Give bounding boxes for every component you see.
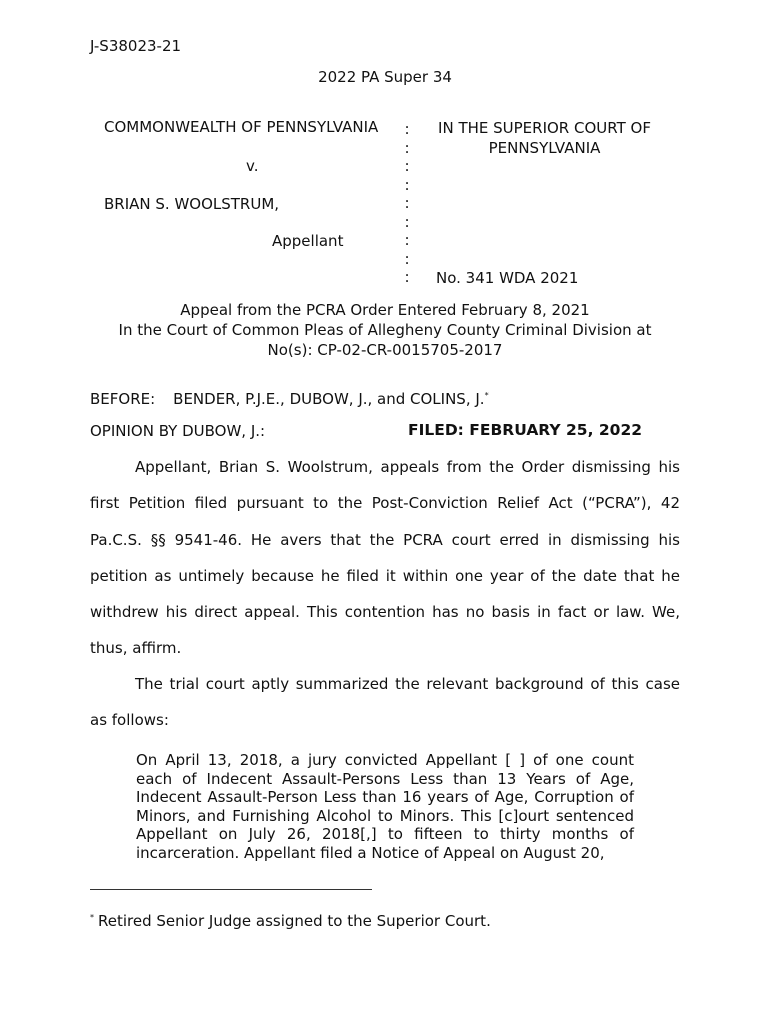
footnote — [90, 912, 491, 930]
opinion-paragraph-2 — [90, 666, 680, 739]
versus-label: v. — [246, 157, 259, 175]
plaintiff-name: COMMONWEALTH OF PENNSYLVANIA — [104, 118, 379, 136]
panel-judges: BENDER, P.J.E., DUBOW, J., and COLINS, J. — [173, 390, 485, 408]
appeal-description — [0, 300, 770, 360]
appeal-line-3: No(s): CP-02-CR-0015705-2017 — [267, 341, 503, 359]
court-name-line-1: IN THE SUPERIOR COURT OF — [438, 119, 651, 137]
appeal-line-1: Appeal from the PCRA Order Entered February 8, 2021 — [180, 301, 590, 319]
appeal-line-2: In the Court of Common Pleas of Allegheny County Criminal Division at — [118, 321, 652, 339]
docket-code: J-S38023-21 — [90, 37, 182, 55]
panel-line — [90, 390, 489, 408]
before-label: BEFORE: — [90, 390, 156, 408]
opinion-paragraph-1 — [90, 449, 680, 667]
paragraph-2-text: The trial court aptly summarized the relevant background of this case as follows: — [90, 675, 680, 730]
appellant-label: Appellant — [272, 232, 344, 250]
footnote-text: Retired Senior Judge assigned to the Superior Court. — [98, 912, 491, 930]
paragraph-1-text: Appellant, Brian S. Woolstrum, appeals from the Order dismissing his first Petition filed pursuant to the Post-Conviction Relief Act (“PCRA”), 42 Pa.C.S. §§ 9541-46. He avers that the PCRA court erred in dismissing his petition as untimely because he filed it within one year of the date that he withdrew his direct appeal. This contention has no basis in fact or law. We, thus, affirm. — [90, 458, 680, 658]
caption-colon-divider: : : : : : : : : : — [404, 120, 410, 286]
footnote-marker[interactable]: * — [484, 391, 489, 400]
court-name — [412, 118, 677, 158]
footnote-marker-label: * — [90, 913, 94, 922]
court-name-line-2: PENNSYLVANIA — [488, 139, 601, 157]
defendant-name: BRIAN S. WOOLSTRUM, — [104, 195, 280, 213]
docket-number: No. 341 WDA 2021 — [436, 269, 579, 287]
footnote-divider — [90, 889, 372, 890]
case-citation: 2022 PA Super 34 — [318, 68, 452, 86]
filed-date: FILED: FEBRUARY 25, 2022 — [408, 421, 643, 439]
block-quote: On April 13, 2018, a jury convicted Appellant [ ] of one count each of Indecent Assault-Persons Less than 13 Years of Age, Indecent Assault-Person Less than 16 years of Age, Corruption of Minors, and Furnishing Alcohol to Minors. This [c]ourt sentenced Appellant on July 26, 2018[,] to fifteen to thirty months of incarceration. Appellant filed a Notice of Appeal on August 20, — [136, 751, 634, 862]
opinion-author: OPINION BY DUBOW, J.: — [90, 422, 266, 440]
